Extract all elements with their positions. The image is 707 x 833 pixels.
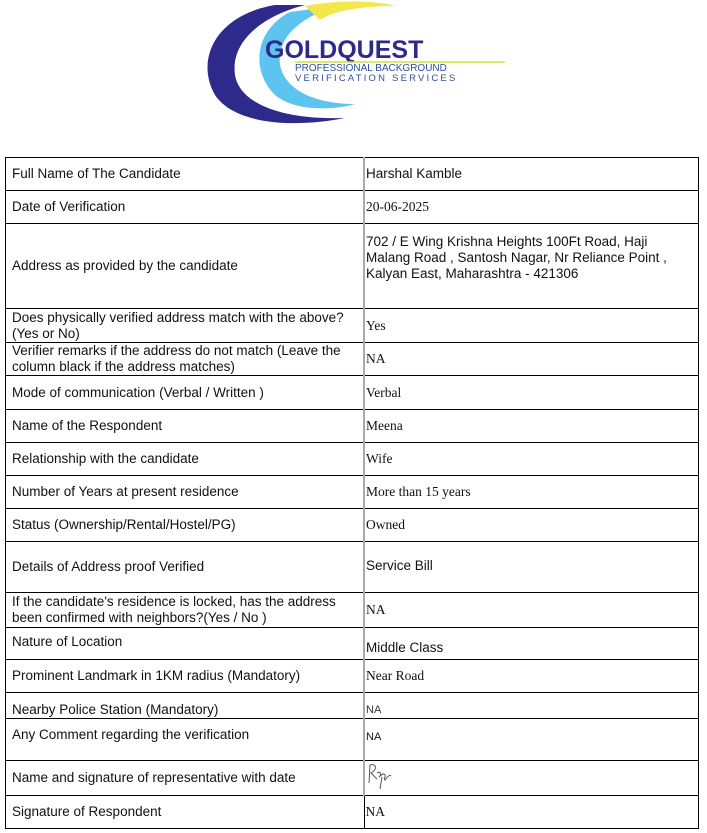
row-label: Any Comment regarding the verification [6, 719, 365, 761]
table-row [6, 443, 699, 476]
row-label: Prominent Landmark in 1KM radius (Mandatory) [6, 660, 365, 693]
row-label: Nearby Police Station (Mandatory) [6, 693, 365, 719]
row-value: Verbal [364, 376, 699, 410]
table-row [6, 476, 699, 509]
row-label: Address as provided by the candidate [6, 224, 365, 309]
table-row [6, 343, 699, 376]
row-label: Nature of Location [6, 628, 365, 660]
table-row [6, 593, 699, 628]
row-label: Details of Address proof Verified [6, 542, 365, 593]
svg-text:GOLDQUEST: GOLDQUEST [265, 36, 424, 64]
table-row [6, 660, 699, 693]
table-row [6, 542, 699, 593]
table-row [6, 309, 699, 343]
table-row [6, 376, 699, 410]
table-row [6, 158, 699, 191]
row-value: NA [364, 693, 699, 719]
table-row [6, 719, 699, 761]
row-label: Date of Verification [6, 191, 365, 224]
row-value: Near Road [364, 660, 699, 693]
row-value: NA [364, 796, 699, 829]
row-label: Number of Years at present residence [6, 476, 365, 509]
row-value: 20-06-2025 [364, 191, 699, 224]
row-value: Middle Class [364, 628, 699, 660]
representative-signature [366, 761, 394, 791]
row-label: Mode of communication (Verbal / Written ) [6, 376, 365, 410]
table-row [6, 509, 699, 542]
row-label: Relationship with the candidate [6, 443, 365, 476]
row-value: NA [364, 593, 699, 628]
row-value: Owned [364, 509, 699, 542]
row-value: Yes [364, 309, 699, 343]
goldquest-logo [195, 0, 515, 130]
table-row [6, 796, 699, 829]
table-row [6, 410, 699, 443]
row-value: NA [364, 719, 699, 761]
table-row [6, 693, 699, 719]
row-label: Status (Ownership/Rental/Hostel/PG) [6, 509, 365, 542]
row-label: Verifier remarks if the address do not match (Leave the column black if the address matches) [6, 343, 365, 376]
svg-text:VERIFICATION SERVICES: VERIFICATION SERVICES [295, 73, 458, 84]
table-row [6, 224, 699, 309]
row-value [364, 761, 699, 796]
row-label: Signature of Respondent [6, 796, 365, 829]
table-row [6, 628, 699, 660]
row-label: Full Name of The Candidate [6, 158, 365, 191]
row-value: Meena [364, 410, 699, 443]
row-value: 702 / E Wing Krishna Heights 100Ft Road, Haji Malang Road , Santosh Nagar, Nr Reliance Point , Kalyan East, Maharashtra - 421306 [364, 224, 699, 309]
row-label: Name of the Respondent [6, 410, 365, 443]
table-row [6, 191, 699, 224]
row-value: Wife [364, 443, 699, 476]
row-value: More than 15 years [364, 476, 699, 509]
row-label: Name and signature of representative with date [6, 761, 365, 796]
row-value: Harshal Kamble [364, 158, 699, 191]
verification-table [5, 157, 699, 829]
row-label: Does physically verified address match with the above? (Yes or No) [6, 309, 365, 343]
row-value: Service Bill [364, 542, 699, 593]
svg-text:PROFESSIONAL BACKGROUND: PROFESSIONAL BACKGROUND [295, 63, 447, 74]
table-row [6, 761, 699, 796]
row-label: If the candidate's residence is locked, has the address been confirmed with neighbors?(Yes / No ) [6, 593, 365, 628]
row-value: NA [364, 343, 699, 376]
